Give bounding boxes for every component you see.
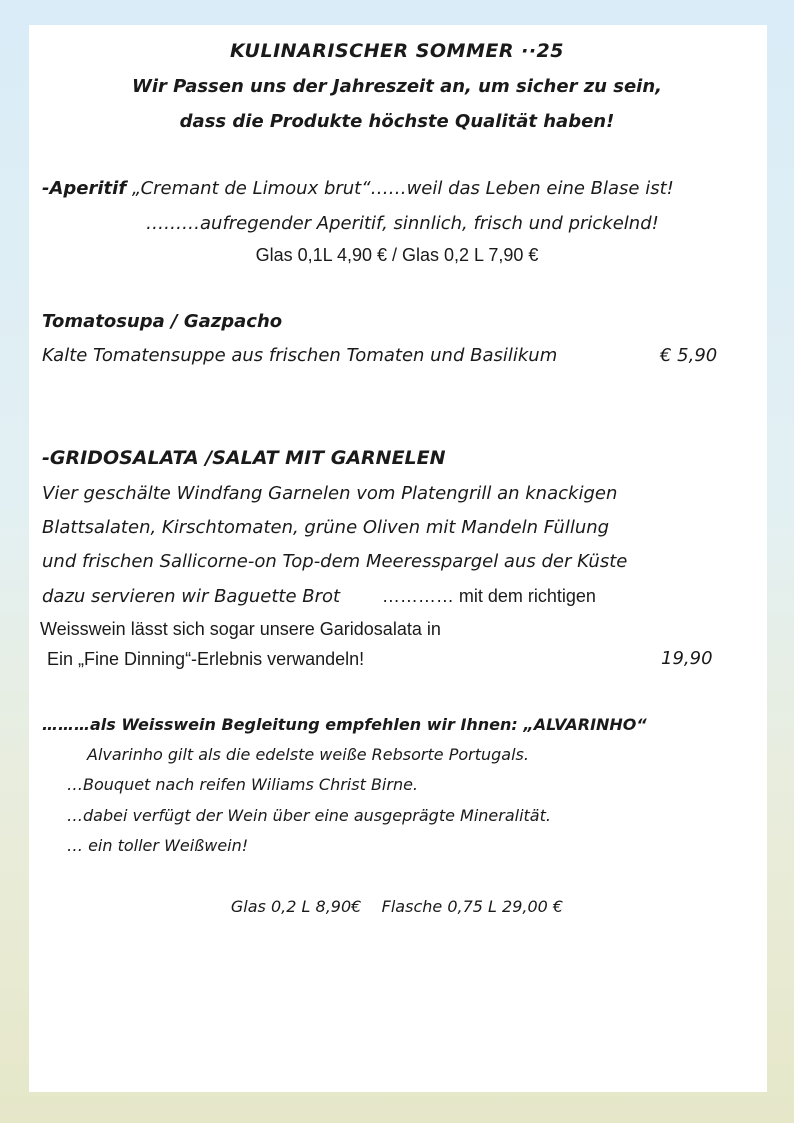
aperitif-name: „Cremant de Limoux brut“……weil das Leben eine Blase ist! [131,178,674,199]
page-title: KULINARISCHER SOMMER ··25 [230,40,564,62]
salad-title: -GRIDOSALATA /SALAT MIT GARNELEN [42,447,446,469]
aperitif-label: -Aperitif [42,178,127,199]
salad-price: 19,90 [661,648,713,669]
soup-price: € 5,90 [660,345,718,366]
aperitif-line [42,178,674,200]
salad-line-6: Ein „Fine Dinning“-Erlebnis verwandeln! [47,649,365,669]
salad-line-3: und frischen Sallicorne-on Top-dem Meeresspargel aus der Küste [42,551,628,572]
wine-line-2: …Bouquet nach reifen Wiliams Christ Birne. [67,775,419,794]
subtitle-line-1: Wir Passen uns der Jahreszeit an, um sicher zu sein, [131,76,663,97]
soup-title: Tomatosupa / Gazpacho [42,311,283,332]
wine-line-4: … ein toller Weißwein! [67,836,249,855]
wine-heading: ………als Weisswein Begleitung empfehlen wir Ihnen: „ALVARINHO“ [42,715,647,734]
wine-line-3: …dabei verfügt der Wein über eine ausgeprägte Mineralität. [67,806,551,825]
wine-line-1: Alvarinho gilt als die edelste weiße Rebsorte Portugals. [87,745,529,764]
salad-line-4-italic: dazu servieren wir Baguette Brot [42,586,341,607]
salad-line-1: Vier geschälte Windfang Garnelen vom Platengrill an knackigen [42,483,618,504]
salad-line-5: Weisswein lässt sich sogar unsere Garidosalata in [40,619,441,639]
wine-prices: Glas 0,2 L 8,90€ Flasche 0,75 L 29,00 € [230,897,564,916]
aperitif-description: ………aufregender Aperitif, sinnlich, frisch und prickelnd! [146,213,659,234]
aperitif-prices: Glas 0,1L 4,90 € / Glas 0,2 L 7,90 € [255,245,539,265]
soup-description: Kalte Tomatensuppe aus frischen Tomaten und Basilikum [42,345,558,366]
salad-line-4 [42,585,596,608]
subtitle-line-2: dass die Produkte höchste Qualität haben! [179,111,615,132]
salad-line-2: Blattsalaten, Kirschtomaten, grüne Oliven mit Mandeln Füllung [42,517,610,538]
salad-line-4-plain: ………… mit dem richtigen [381,586,596,606]
